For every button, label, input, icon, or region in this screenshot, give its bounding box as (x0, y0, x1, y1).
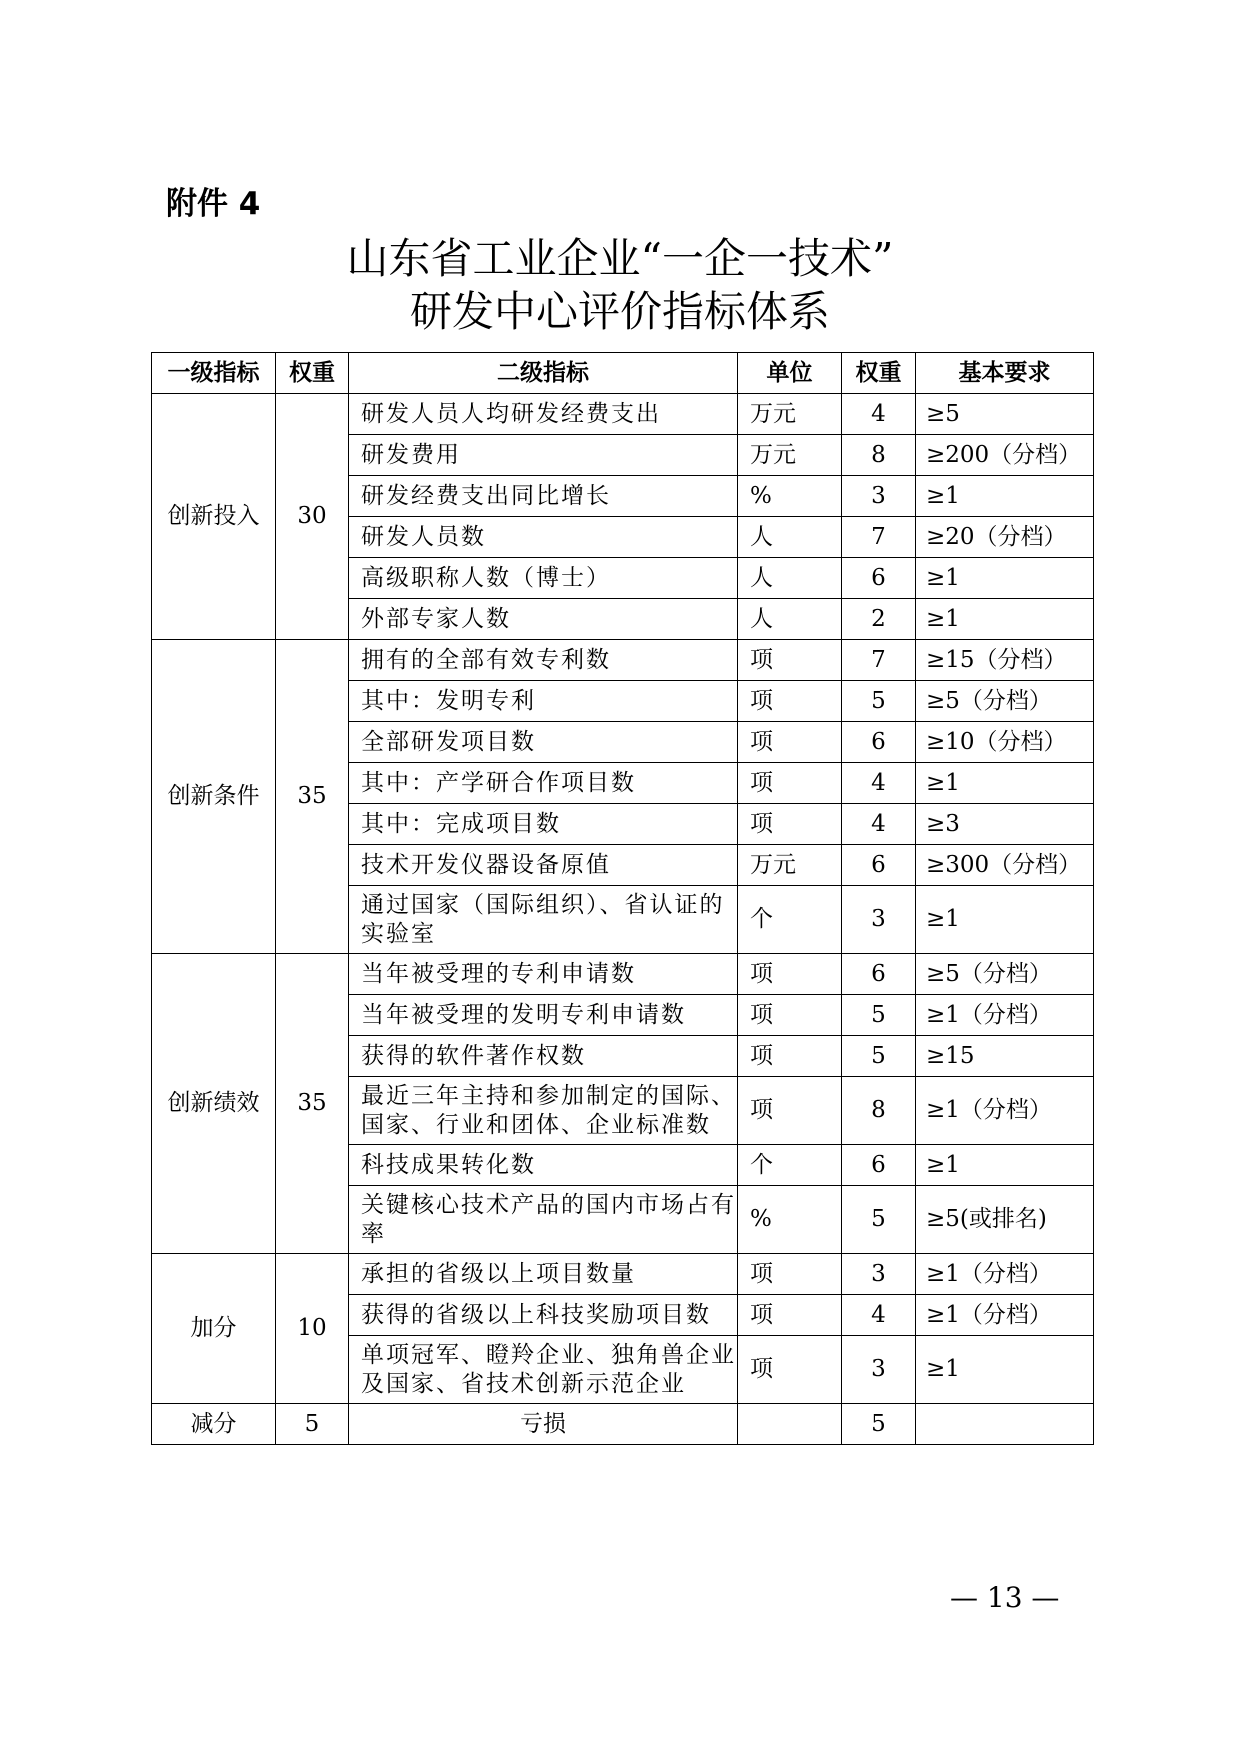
unit: 项 (738, 681, 842, 722)
evaluation-table (151, 352, 1094, 1445)
weight: 6 (842, 845, 916, 886)
indicator: 外部专家人数 (349, 599, 738, 640)
unit: 项 (738, 722, 842, 763)
unit: 项 (738, 763, 842, 804)
table-header-row (152, 353, 1094, 394)
requirement: ≥300（分档） (916, 845, 1094, 886)
group-weight: 30 (276, 394, 349, 640)
indicator: 全部研发项目数 (349, 722, 738, 763)
unit: 项 (738, 995, 842, 1036)
indicator: 科技成果转化数 (349, 1145, 738, 1186)
title-line-1: 山东省工业企业“一企一技术” (346, 234, 894, 283)
unit: 人 (738, 517, 842, 558)
unit: 项 (738, 1254, 842, 1295)
weight: 5 (842, 681, 916, 722)
weight: 5 (842, 1036, 916, 1077)
indicator: 最近三年主持和参加制定的国际、国家、行业和团体、企业标准数 (349, 1077, 738, 1145)
indicator: 研发人员数 (349, 517, 738, 558)
unit: % (738, 476, 842, 517)
header-requirement: 基本要求 (916, 353, 1094, 394)
unit: 个 (738, 1145, 842, 1186)
unit: 项 (738, 1036, 842, 1077)
indicator: 获得的省级以上科技奖励项目数 (349, 1295, 738, 1336)
requirement: ≥5（分档） (916, 954, 1094, 995)
requirement: ≥1（分档） (916, 1254, 1094, 1295)
group-weight: 5 (276, 1404, 349, 1445)
group-name: 创新绩效 (152, 954, 276, 1254)
indicator: 高级职称人数（博士） (349, 558, 738, 599)
unit: 人 (738, 558, 842, 599)
group-name: 创新投入 (152, 394, 276, 640)
weight: 2 (842, 599, 916, 640)
indicator: 承担的省级以上项目数量 (349, 1254, 738, 1295)
weight: 4 (842, 804, 916, 845)
attachment-label: 附件 4 (166, 186, 261, 222)
requirement: ≥1 (916, 763, 1094, 804)
indicator: 其中：产学研合作项目数 (349, 763, 738, 804)
requirement: ≥1（分档） (916, 1295, 1094, 1336)
requirement: ≥15 (916, 1036, 1094, 1077)
header-sub-weight: 权重 (842, 353, 916, 394)
indicator: 技术开发仪器设备原值 (349, 845, 738, 886)
table-row (152, 394, 1094, 435)
requirement: ≥10（分档） (916, 722, 1094, 763)
title-line-2: 研发中心评价指标体系 (409, 287, 830, 336)
requirement: ≥1 (916, 886, 1094, 954)
requirement: ≥1 (916, 558, 1094, 599)
unit: 项 (738, 1336, 842, 1404)
requirement: ≥1（分档） (916, 1077, 1094, 1145)
requirement: ≥3 (916, 804, 1094, 845)
weight: 3 (842, 886, 916, 954)
weight: 8 (842, 435, 916, 476)
weight: 6 (842, 954, 916, 995)
header-level2: 二级指标 (349, 353, 738, 394)
header-unit: 单位 (738, 353, 842, 394)
indicator: 其中：发明专利 (349, 681, 738, 722)
group-weight: 10 (276, 1254, 349, 1404)
weight: 5 (842, 995, 916, 1036)
unit: 项 (738, 954, 842, 995)
unit: 万元 (738, 845, 842, 886)
unit: 项 (738, 640, 842, 681)
indicator: 亏损 (349, 1404, 738, 1445)
weight: 6 (842, 722, 916, 763)
weight: 3 (842, 1336, 916, 1404)
indicator: 其中：完成项目数 (349, 804, 738, 845)
table-row (152, 1404, 1094, 1445)
unit: 项 (738, 804, 842, 845)
weight: 5 (842, 1186, 916, 1254)
indicator: 单项冠军、瞪羚企业、独角兽企业及国家、省技术创新示范企业 (349, 1336, 738, 1404)
indicator: 通过国家（国际组织）、省认证的实验室 (349, 886, 738, 954)
indicator: 研发经费支出同比增长 (349, 476, 738, 517)
indicator: 关键核心技术产品的国内市场占有率 (349, 1186, 738, 1254)
group-name: 加分 (152, 1254, 276, 1404)
weight: 6 (842, 558, 916, 599)
requirement: ≥1 (916, 476, 1094, 517)
unit: 个 (738, 886, 842, 954)
requirement: ≥15（分档） (916, 640, 1094, 681)
header-level1: 一级指标 (152, 353, 276, 394)
requirement: ≥200（分档） (916, 435, 1094, 476)
weight: 4 (842, 763, 916, 804)
unit (738, 1404, 842, 1445)
weight: 4 (842, 1295, 916, 1336)
unit: 万元 (738, 394, 842, 435)
weight: 3 (842, 476, 916, 517)
weight: 5 (842, 1404, 916, 1445)
table-row (152, 640, 1094, 681)
indicator: 当年被受理的发明专利申请数 (349, 995, 738, 1036)
unit: 项 (738, 1295, 842, 1336)
indicator: 研发人员人均研发经费支出 (349, 394, 738, 435)
weight: 8 (842, 1077, 916, 1145)
group-name: 创新条件 (152, 640, 276, 954)
indicator: 拥有的全部有效专利数 (349, 640, 738, 681)
requirement: ≥5(或排名) (916, 1186, 1094, 1254)
requirement: ≥5（分档） (916, 681, 1094, 722)
weight: 6 (842, 1145, 916, 1186)
requirement: ≥1 (916, 1145, 1094, 1186)
requirement: ≥1（分档） (916, 995, 1094, 1036)
page-number: — 13 — (950, 1581, 1060, 1614)
requirement: ≥1 (916, 1336, 1094, 1404)
group-name: 减分 (152, 1404, 276, 1445)
indicator: 研发费用 (349, 435, 738, 476)
unit: 人 (738, 599, 842, 640)
requirement (916, 1404, 1094, 1445)
group-weight: 35 (276, 640, 349, 954)
header-weight: 权重 (276, 353, 349, 394)
indicator: 当年被受理的专利申请数 (349, 954, 738, 995)
unit: 万元 (738, 435, 842, 476)
indicator: 获得的软件著作权数 (349, 1036, 738, 1077)
group-weight: 35 (276, 954, 349, 1254)
weight: 7 (842, 517, 916, 558)
weight: 3 (842, 1254, 916, 1295)
requirement: ≥20（分档） (916, 517, 1094, 558)
unit: 项 (738, 1077, 842, 1145)
requirement: ≥1 (916, 599, 1094, 640)
requirement: ≥5 (916, 394, 1094, 435)
weight: 7 (842, 640, 916, 681)
table-row (152, 1254, 1094, 1295)
weight: 4 (842, 394, 916, 435)
table-row (152, 954, 1094, 995)
unit: % (738, 1186, 842, 1254)
